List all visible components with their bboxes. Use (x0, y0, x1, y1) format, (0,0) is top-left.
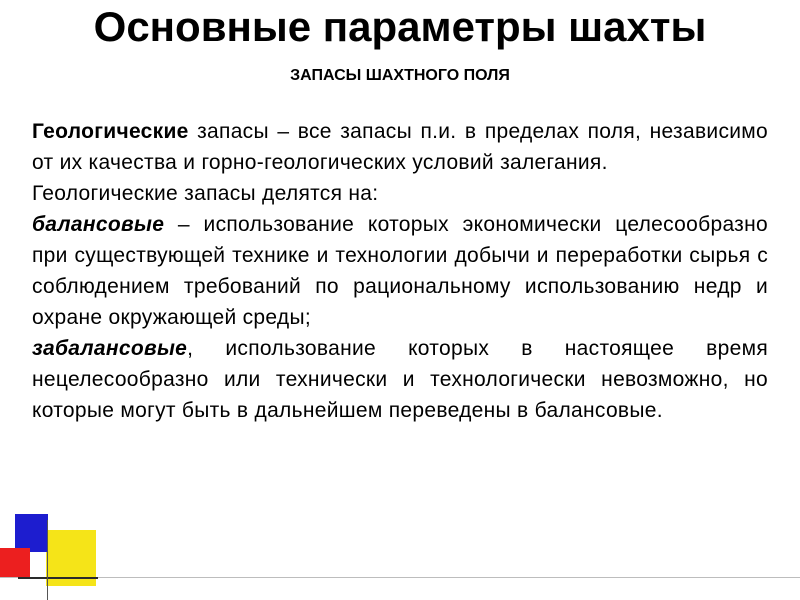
slide-subtitle: ЗАПАСЫ ШАХТНОГО ПОЛЯ (290, 67, 510, 84)
term-balance: балансовые (32, 213, 165, 236)
paragraph-balance (32, 209, 768, 333)
term-off-balance: забалансовые (32, 337, 188, 360)
decor-vertical-line (47, 520, 48, 600)
paragraph-geological (32, 116, 768, 178)
paragraph-off-balance (32, 333, 768, 426)
definition-off-balance: , использование которых в настоящее время нецелесообразно или технически и технологически невозможно, но которые могут быть в дальнейшем переведены в балансовые. (32, 337, 768, 422)
slide-body (32, 116, 768, 426)
term-geological: Геологические (32, 120, 189, 143)
definition-balance: – использование которых экономически целесообразно при существующей технике и технологии добычи и переработки сырья с соблюдением требований по рациональному использованию недр и охране окружающей среды; (32, 213, 768, 329)
definition-geological: запасы – все запасы п.и. в пределах поля, независимо от их качества и горно-геологических условий залегания. (32, 120, 768, 174)
paragraph-division: Геологические запасы делятся на: (32, 182, 379, 205)
decor-blue-square (15, 514, 48, 552)
slide-title: Основные параметры шахты (93, 3, 707, 50)
decor-red-square (0, 548, 30, 578)
decor-horizontal-line (0, 577, 800, 578)
decor-horizontal-line-accent (18, 577, 98, 579)
